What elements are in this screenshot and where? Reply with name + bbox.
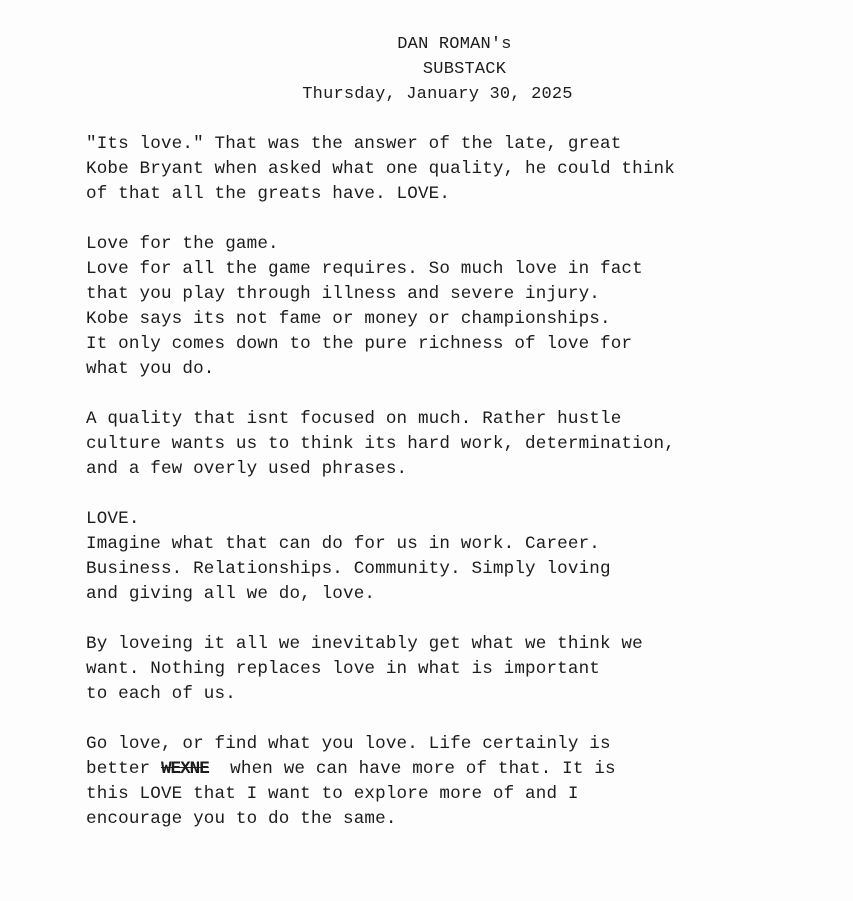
text-line: By loveing it all we inevitably get what we think we — [86, 634, 643, 654]
paragraph-loving-it-all — [86, 632, 826, 707]
text-line: this LOVE that I want to explore more of and I — [86, 784, 579, 804]
letterhead — [0, 32, 853, 107]
text-line: Go love, or find what you love. Life certainly is — [86, 734, 611, 754]
publication-heading: SUBSTACK — [422, 60, 507, 79]
text-line: culture wants us to think its hard work, determination, — [86, 434, 675, 454]
text-line: Kobe Bryant when asked what one quality, he could think — [86, 159, 675, 179]
date-line: Thursday, January 30, 2025 — [302, 85, 573, 104]
text-line: "Its love." That was the answer of the late, great — [86, 134, 622, 154]
line-suffix: when we can have more of that. It is — [208, 759, 616, 779]
text-line: and giving all we do, love. — [86, 584, 376, 604]
author-heading: DAN ROMAN's — [397, 35, 512, 54]
text-line: Imagine what that can do for us in work. Career. — [86, 534, 600, 554]
text-line: Love for the game. — [86, 234, 279, 254]
text-line: want. Nothing replaces love in what is important — [86, 659, 600, 679]
text-line: to each of us. — [86, 684, 236, 704]
struck-out-word: WEXNE — [160, 759, 209, 779]
paragraph-love-for-the-game — [86, 232, 826, 382]
paragraph-closing — [86, 732, 826, 832]
text-line: Kobe says its not fame or money or championships. — [86, 309, 611, 329]
text-line: what you do. — [86, 359, 215, 379]
paragraph-hustle-culture — [86, 407, 826, 482]
text-line: encourage you to do the same. — [86, 809, 397, 829]
text-line: Love for all the game requires. So much love in fact — [86, 259, 643, 279]
letter-body — [86, 132, 826, 857]
text-line: that you play through illness and severe injury. — [86, 284, 600, 304]
line-prefix: better — [86, 759, 161, 779]
text-line: and a few overly used phrases. — [86, 459, 408, 479]
paragraph-kobe-quote — [86, 132, 826, 207]
paragraph-imagine — [86, 507, 826, 607]
text-line-with-strikeover — [86, 757, 826, 782]
text-line: of that all the greats have. LOVE. — [86, 184, 451, 204]
text-line: It only comes down to the pure richness of love for — [86, 334, 633, 354]
text-line: A quality that isnt focused on much. Rather hustle — [86, 409, 622, 429]
text-line: Business. Relationships. Community. Simply loving — [86, 559, 611, 579]
text-line: LOVE. — [86, 509, 140, 529]
